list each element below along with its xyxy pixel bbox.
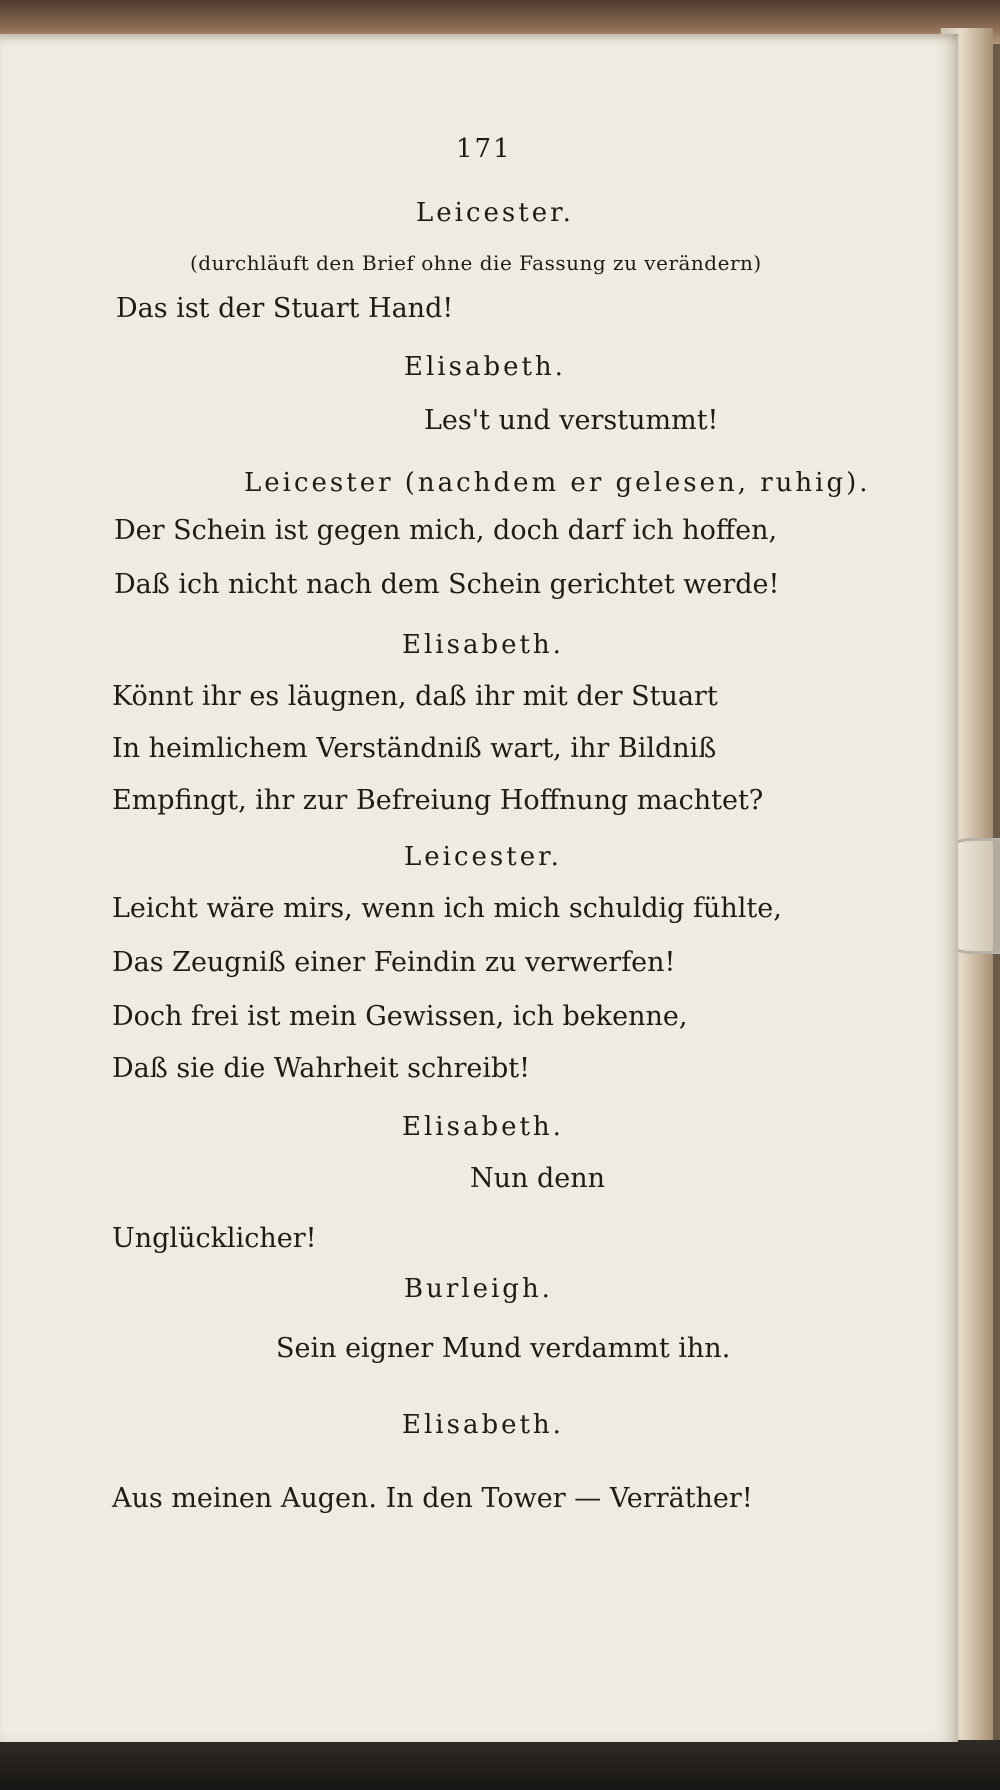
verse-line: Les't und verstummt!	[424, 405, 719, 436]
page-number: 171	[456, 134, 512, 164]
speaker-name: Elisabeth.	[402, 1112, 564, 1142]
book-cover-bottom	[0, 1740, 1000, 1790]
verse-line: Könnt ihr es läugnen, daß ihr mit der Stuart	[112, 681, 718, 712]
verse-line: Aus meinen Augen. In den Tower — Verräther!	[112, 1483, 753, 1514]
verse-line: Der Schein ist gegen mich, doch darf ich hoffen,	[114, 515, 778, 546]
verse-line: Doch frei ist mein Gewissen, ich bekenne,	[112, 1001, 688, 1032]
speaker-name: Leicester.	[416, 198, 574, 228]
speaker-name: Elisabeth.	[404, 352, 566, 382]
speaker-name: Elisabeth.	[402, 1410, 564, 1440]
verse-line: Nun denn	[470, 1163, 606, 1194]
stage-direction: (durchläuft den Brief ohne die Fassung zu verändern)	[190, 251, 762, 275]
speaker-name: Leicester (nachdem er gelesen, ruhig).	[244, 468, 871, 498]
verse-line: Daß ich nicht nach dem Schein gerichtet werde!	[114, 569, 780, 600]
verse-line: Sein eigner Mund verdammt ihn.	[276, 1333, 731, 1364]
book-page	[0, 34, 958, 1742]
speaker-name: Leicester.	[404, 842, 562, 872]
verse-line: Unglücklicher!	[112, 1223, 317, 1254]
verse-line: Das ist der Stuart Hand!	[116, 293, 454, 324]
verse-line: In heimlichem Verständniß wart, ihr Bildniß	[112, 733, 717, 764]
verse-line: Das Zeugniß einer Feindin zu verwerfen!	[112, 947, 676, 978]
speaker-name: Elisabeth.	[402, 630, 564, 660]
verse-line: Leicht wäre mirs, wenn ich mich schuldig fühlte,	[112, 893, 782, 924]
speaker-name: Burleigh.	[404, 1274, 553, 1304]
verse-line: Daß sie die Wahrheit schreibt!	[112, 1053, 530, 1084]
verse-line: Empfingt, ihr zur Befreiung Hoffnung machtet?	[112, 785, 764, 816]
